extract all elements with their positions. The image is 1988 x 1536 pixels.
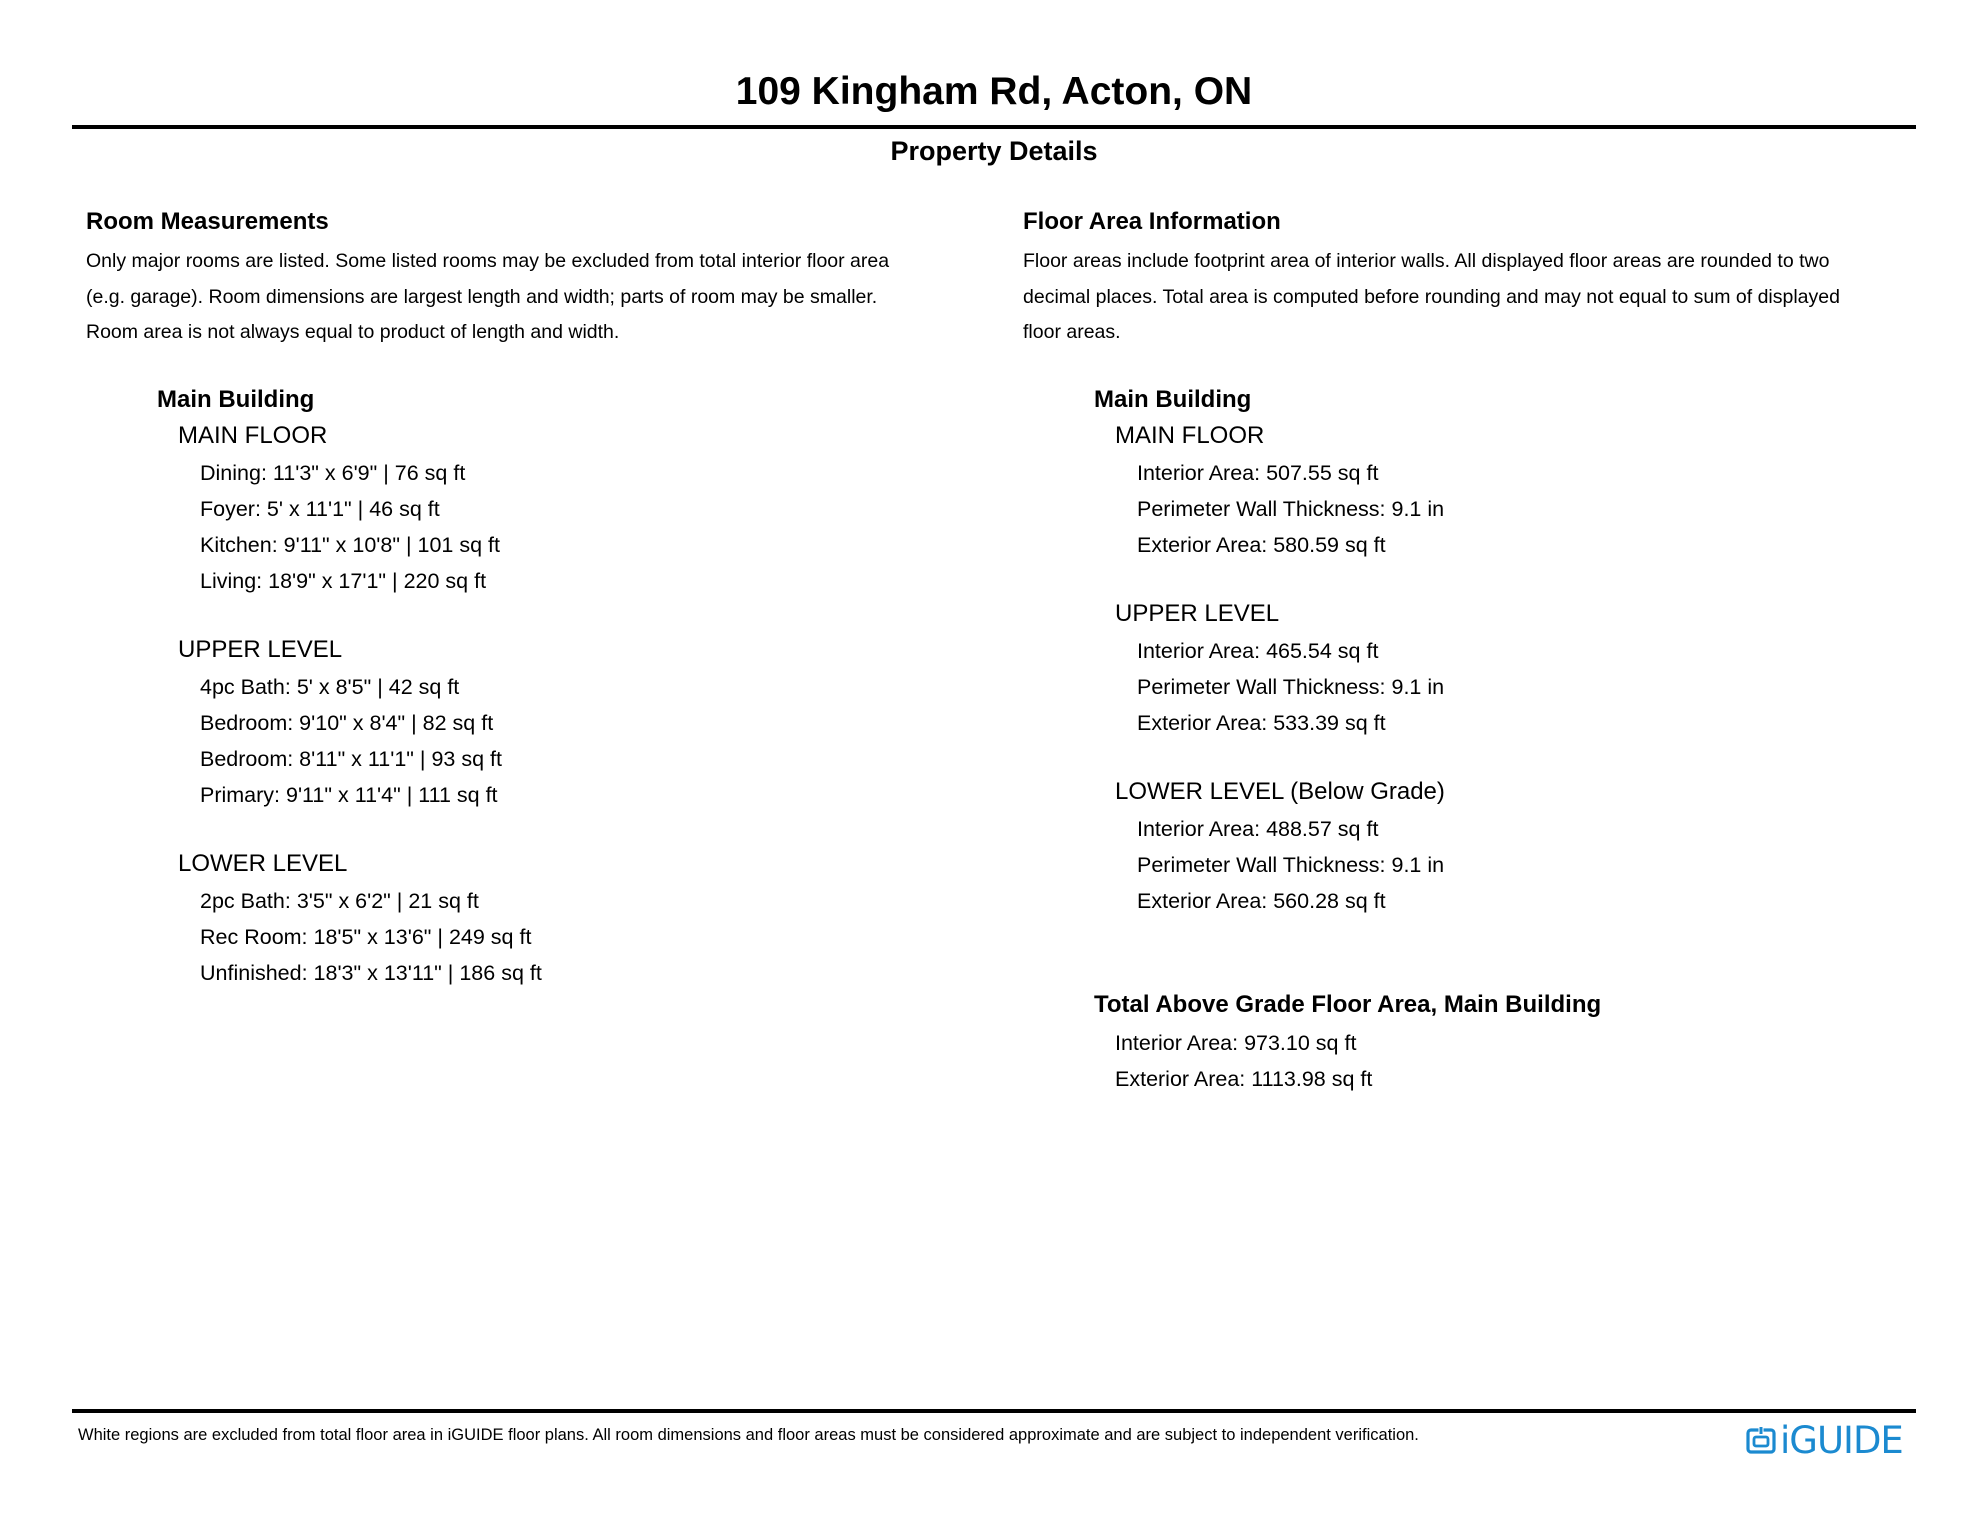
room-entry: Unfinished: 18'3" x 13'11" | 186 sq ft [200,961,542,985]
iguide-logo-icon [1746,1426,1776,1456]
area-entry: Interior Area: 488.57 sq ft [1137,817,1379,841]
building-heading: Main Building [157,386,315,413]
area-entry: Interior Area: 465.54 sq ft [1137,639,1379,663]
note-line: (e.g. garage). Room dimensions are largest length and width; parts of room may be smaller. [86,285,878,308]
room-measurements-note [86,244,889,351]
floor-area-heading: Floor Area Information [1023,208,1281,235]
area-entry: Interior Area: 507.55 sq ft [1137,461,1379,485]
total-area-entry: Exterior Area: 1113.98 sq ft [1115,1067,1373,1091]
area-entry: Exterior Area: 533.39 sq ft [1137,711,1386,735]
footer-rule [72,1409,1916,1413]
level-heading: UPPER LEVEL [1115,600,1280,627]
area-entry: Perimeter Wall Thickness: 9.1 in [1137,497,1445,521]
building-heading: Main Building [1094,386,1252,413]
note-line: floor areas. [1023,321,1121,344]
room-entry: Kitchen: 9'11" x 10'8" | 101 sq ft [200,533,500,557]
floor-area-note [1023,244,1840,351]
room-entry: Bedroom: 9'10" x 8'4" | 82 sq ft [200,711,494,735]
page-title: 109 Kingham Rd, Acton, ON [735,70,1253,113]
note-line: Only major rooms are listed. Some listed rooms may be excluded from total interior floor area [86,250,890,272]
room-measurements-heading: Room Measurements [86,208,329,235]
title-rule [72,125,1916,129]
level-heading: UPPER LEVEL [178,636,343,663]
iguide-logo-text: iGUIDE [1780,1419,1903,1462]
room-entry: 4pc Bath: 5' x 8'5" | 42 sq ft [200,675,460,699]
note-line: Room area is not always equal to product of length and width. [86,321,620,344]
total-area-heading: Total Above Grade Floor Area, Main Building [1094,991,1602,1018]
area-entry: Perimeter Wall Thickness: 9.1 in [1137,853,1445,877]
level-heading: LOWER LEVEL (Below Grade) [1115,778,1445,805]
room-entry: Rec Room: 18'5" x 13'6" | 249 sq ft [200,925,532,949]
room-entry: Dining: 11'3" x 6'9" | 76 sq ft [200,461,466,485]
room-entry: Primary: 9'11" x 11'4" | 111 sq ft [200,783,498,807]
level-heading: LOWER LEVEL [178,850,348,877]
area-entry: Exterior Area: 580.59 sq ft [1137,533,1386,557]
area-entry: Exterior Area: 560.28 sq ft [1137,889,1386,913]
footer-disclaimer: White regions are excluded from total floor area in iGUIDE floor plans. All room dimensions and floor areas must be considered approximate and are subject to independent verification. [78,1426,1419,1444]
level-heading: MAIN FLOOR [178,422,328,449]
iguide-logo [1746,1421,1903,1461]
level-heading: MAIN FLOOR [1115,422,1265,449]
page-subtitle: Property Details [890,136,1098,166]
room-entry: Bedroom: 8'11" x 11'1" | 93 sq ft [200,747,502,771]
room-entry: Living: 18'9" x 17'1" | 220 sq ft [200,569,487,593]
total-area-entry: Interior Area: 973.10 sq ft [1115,1031,1357,1055]
room-entry: Foyer: 5' x 11'1" | 46 sq ft [200,497,440,521]
area-entry: Perimeter Wall Thickness: 9.1 in [1137,675,1445,699]
note-line: decimal places. Total area is computed before rounding and may not equal to sum of displayed [1023,285,1840,308]
note-line: Floor areas include footprint area of interior walls. All displayed floor areas are rounded to two [1023,250,1830,272]
room-entry: 2pc Bath: 3'5" x 6'2" | 21 sq ft [200,889,479,913]
